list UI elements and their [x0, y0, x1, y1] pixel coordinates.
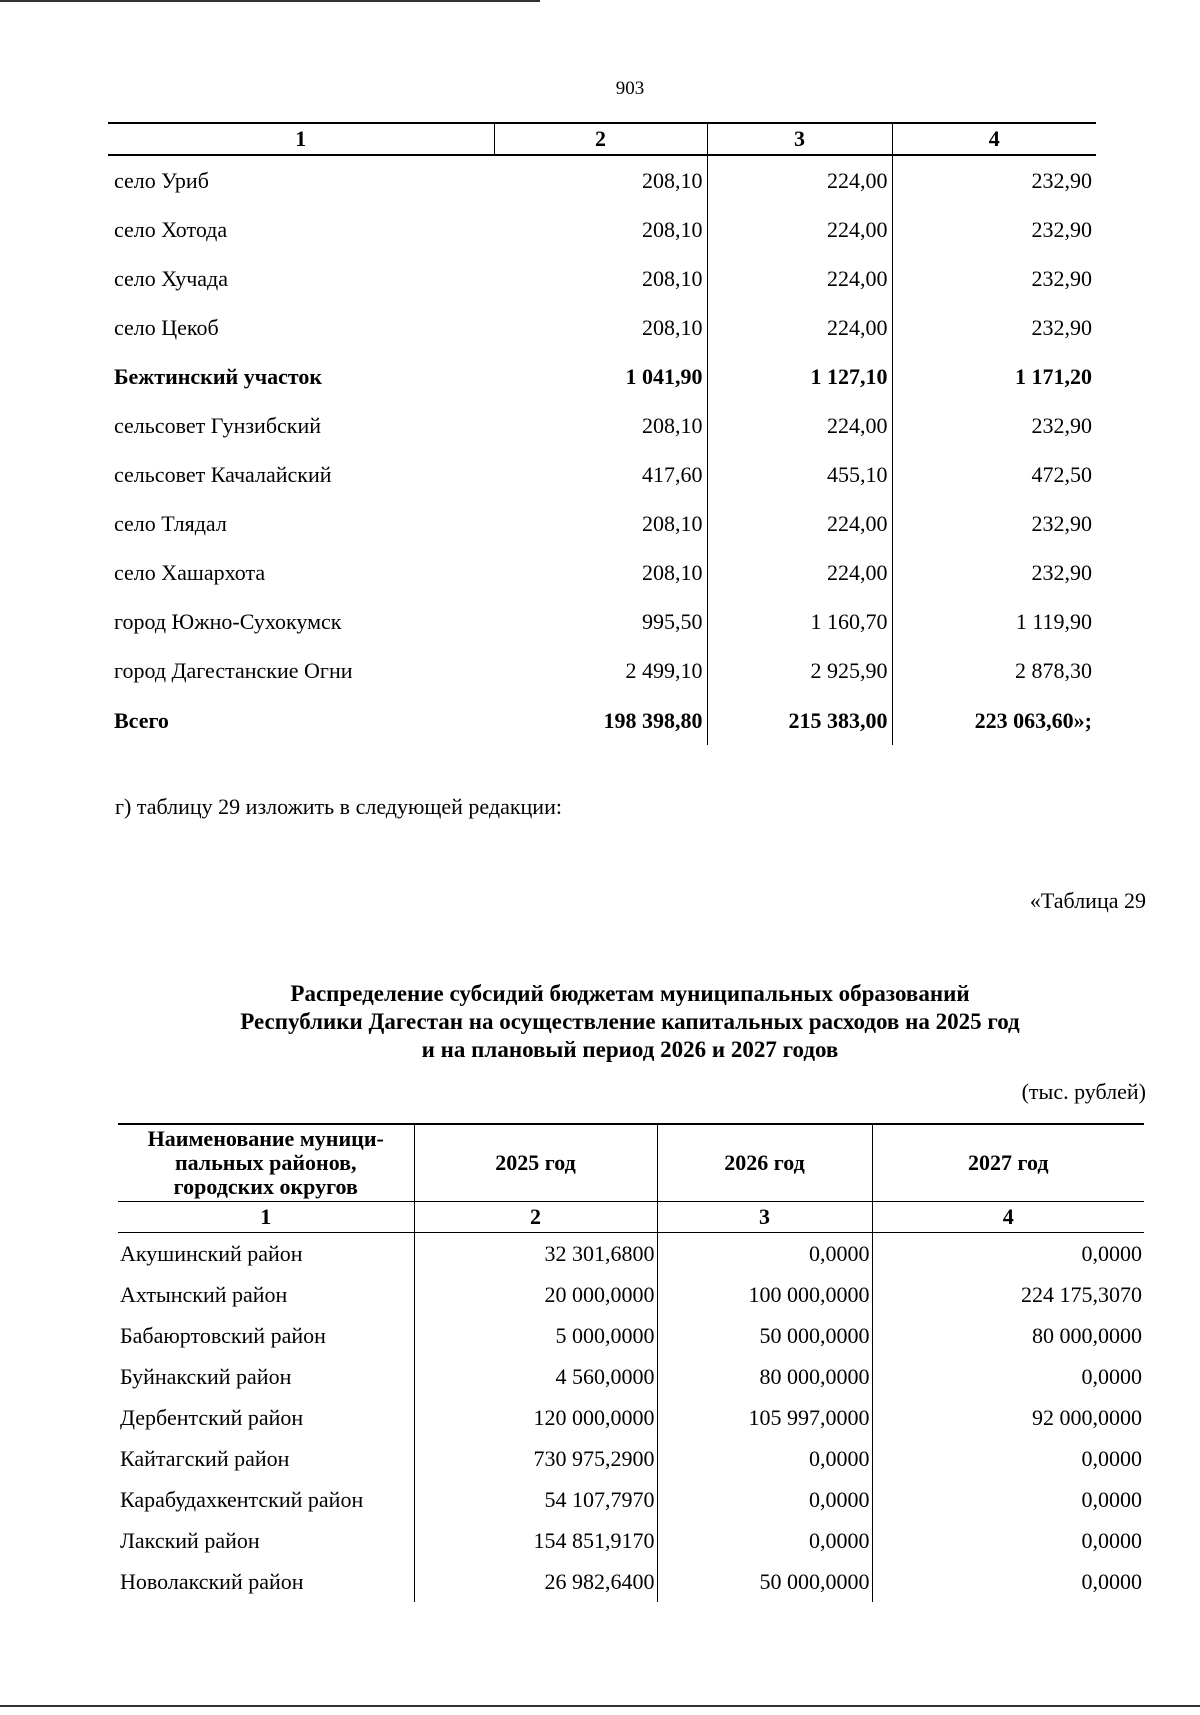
value-col-4: 223 063,60»; [974, 707, 1092, 733]
municipality-name: село Уриб [114, 168, 209, 193]
municipality-name: село Тлядал [114, 511, 227, 536]
table-row [118, 1397, 1144, 1438]
municipality-name: Лакский район [118, 1520, 414, 1561]
municipality-name: сельсовет Качалайский [114, 462, 332, 487]
value-2027: 0,0000 [1081, 1487, 1142, 1512]
column-number-row [118, 1202, 1144, 1233]
value-col-3: 215 383,00 [707, 695, 892, 745]
value-col-3: 1 160,70 [707, 597, 892, 646]
value-2025: 26 982,6400 [414, 1561, 657, 1602]
value-col-4: 472,50 [1031, 462, 1092, 487]
municipality-name: город Дагестанские Огни [114, 658, 353, 683]
scan-top-edge [0, 0, 540, 2]
value-2026: 0,0000 [657, 1438, 872, 1479]
table-row [108, 597, 1096, 646]
municipality-name: село Цекоб [114, 315, 219, 340]
value-col-4: 1 119,90 [1015, 609, 1092, 634]
header-line: Наименование муници- [147, 1126, 384, 1151]
table-row [108, 401, 1096, 450]
header-2026: 2026 год [657, 1124, 872, 1202]
value-2027: 0,0000 [1081, 1241, 1142, 1266]
value-col-2: 208,10 [494, 155, 707, 205]
table-row [108, 205, 1096, 254]
value-col-2: 417,60 [494, 450, 707, 499]
value-col-2: 2 499,10 [494, 646, 707, 695]
value-2027: 92 000,0000 [1032, 1405, 1142, 1430]
value-2026: 80 000,0000 [657, 1356, 872, 1397]
value-col-2: 208,10 [494, 499, 707, 548]
value-2026: 50 000,0000 [657, 1561, 872, 1602]
amendment-instruction: г) таблицу 29 изложить в следующей редакции: [115, 794, 562, 819]
table-row [108, 695, 1096, 745]
table-row [118, 1479, 1144, 1520]
table-row [118, 1274, 1144, 1315]
value-col-4: 1 171,20 [1015, 364, 1092, 389]
value-2027: 0,0000 [1081, 1446, 1142, 1471]
unit-label: (тыс. рублей) [1021, 1079, 1146, 1104]
municipality-name: Бежтинский участок [114, 364, 323, 389]
value-col-2: 208,10 [494, 303, 707, 352]
value-col-2: 995,50 [494, 597, 707, 646]
column-number-row [108, 123, 1096, 155]
value-col-3: 224,00 [707, 548, 892, 597]
value-col-3: 224,00 [707, 155, 892, 205]
table-row [108, 352, 1096, 401]
value-col-4: 2 878,30 [1015, 658, 1092, 683]
value-2025: 154 851,9170 [414, 1520, 657, 1561]
header-2027: 2027 год [872, 1124, 1144, 1202]
column-number: 3 [707, 123, 892, 155]
municipality-name: село Хашархота [114, 560, 266, 585]
value-col-2: 208,10 [494, 548, 707, 597]
value-col-4: 232,90 [1031, 413, 1092, 438]
municipality-name: село Хотода [114, 217, 228, 242]
value-col-3: 224,00 [707, 499, 892, 548]
table-row [108, 646, 1096, 695]
value-col-3: 224,00 [707, 303, 892, 352]
value-2025: 32 301,6800 [414, 1233, 657, 1275]
municipality-name: село Хучада [114, 266, 229, 291]
municipality-name: Ахтынский район [118, 1274, 414, 1315]
value-2025: 730 975,2900 [414, 1438, 657, 1479]
table-reference: «Таблица 29 [1029, 888, 1146, 913]
table-title [100, 980, 1160, 1064]
municipality-name: Новолакский район [118, 1561, 414, 1602]
table-title-line: и на плановый период 2026 и 2027 годов [421, 1037, 839, 1062]
table-row [118, 1233, 1144, 1275]
municipality-name: Дербентский район [118, 1397, 414, 1438]
value-col-3: 2 925,90 [707, 646, 892, 695]
municipality-name: Карабудахкентский район [118, 1479, 414, 1520]
table-row [108, 499, 1096, 548]
value-2027: 0,0000 [1081, 1569, 1142, 1594]
value-2026: 105 997,0000 [657, 1397, 872, 1438]
municipality-name: Бабаюртовский район [118, 1315, 414, 1356]
column-number: 2 [414, 1202, 657, 1233]
header-municipality [118, 1124, 414, 1202]
value-col-4: 232,90 [1031, 511, 1092, 536]
municipality-name: сельсовет Гунзибский [114, 413, 322, 438]
municipality-name: Акушинский район [118, 1233, 414, 1275]
table-row [118, 1356, 1144, 1397]
value-col-3: 224,00 [707, 401, 892, 450]
table-row [118, 1520, 1144, 1561]
value-2026: 100 000,0000 [657, 1274, 872, 1315]
value-2025: 4 560,0000 [414, 1356, 657, 1397]
value-2026: 50 000,0000 [657, 1315, 872, 1356]
value-col-3: 224,00 [707, 205, 892, 254]
value-col-2: 1 041,90 [494, 352, 707, 401]
table-row [118, 1438, 1144, 1479]
value-col-3: 1 127,10 [707, 352, 892, 401]
scan-bottom-edge [0, 1705, 1200, 1707]
header-row [118, 1124, 1144, 1202]
table-row [108, 254, 1096, 303]
value-col-4: 232,90 [1031, 560, 1092, 585]
value-col-3: 455,10 [707, 450, 892, 499]
header-2025: 2025 год [414, 1124, 657, 1202]
column-number: 2 [494, 123, 707, 155]
column-number: 4 [892, 123, 1096, 155]
value-2027: 0,0000 [1081, 1528, 1142, 1553]
value-2025: 120 000,0000 [414, 1397, 657, 1438]
column-number: 1 [118, 1202, 414, 1233]
value-col-3: 224,00 [707, 254, 892, 303]
value-2025: 54 107,7970 [414, 1479, 657, 1520]
header-line: пальных районов, [174, 1150, 357, 1175]
value-col-4: 232,90 [1031, 217, 1092, 242]
table-row [118, 1315, 1144, 1356]
table-row [108, 548, 1096, 597]
municipality-name: город Южно-Сухокумск [114, 609, 342, 634]
value-2027: 80 000,0000 [1032, 1323, 1142, 1348]
value-col-4: 232,90 [1031, 168, 1092, 193]
table-row [108, 303, 1096, 352]
column-number: 3 [657, 1202, 872, 1233]
value-2027: 0,0000 [1081, 1364, 1142, 1389]
table-row [108, 450, 1096, 499]
column-number: 4 [872, 1202, 1144, 1233]
page-number: 903 [615, 78, 645, 99]
value-2026: 0,0000 [657, 1479, 872, 1520]
value-col-2: 208,10 [494, 401, 707, 450]
table-title-line: Распределение субсидий бюджетам муниципальных образований [290, 981, 970, 1006]
value-2027: 224 175,3070 [1021, 1282, 1142, 1307]
value-col-4: 232,90 [1031, 266, 1092, 291]
table-title-line: Республики Дагестан на осуществление капитальных расходов на 2025 год [240, 1009, 1020, 1034]
municipality-name: Кайтагский район [118, 1438, 414, 1479]
municipality-name: Всего [114, 707, 169, 733]
allocation-table-continued [108, 122, 1096, 745]
value-col-2: 198 398,80 [494, 695, 707, 745]
subsidy-table [118, 1123, 1144, 1602]
municipality-name: Буйнакский район [118, 1356, 414, 1397]
table-row [118, 1561, 1144, 1602]
value-2025: 5 000,0000 [414, 1315, 657, 1356]
value-2026: 0,0000 [657, 1233, 872, 1275]
table-row [108, 155, 1096, 205]
value-2026: 0,0000 [657, 1520, 872, 1561]
column-number: 1 [108, 123, 494, 155]
value-col-4: 232,90 [1031, 315, 1092, 340]
value-col-2: 208,10 [494, 254, 707, 303]
value-2025: 20 000,0000 [414, 1274, 657, 1315]
value-col-2: 208,10 [494, 205, 707, 254]
header-line: городских округов [173, 1174, 358, 1199]
